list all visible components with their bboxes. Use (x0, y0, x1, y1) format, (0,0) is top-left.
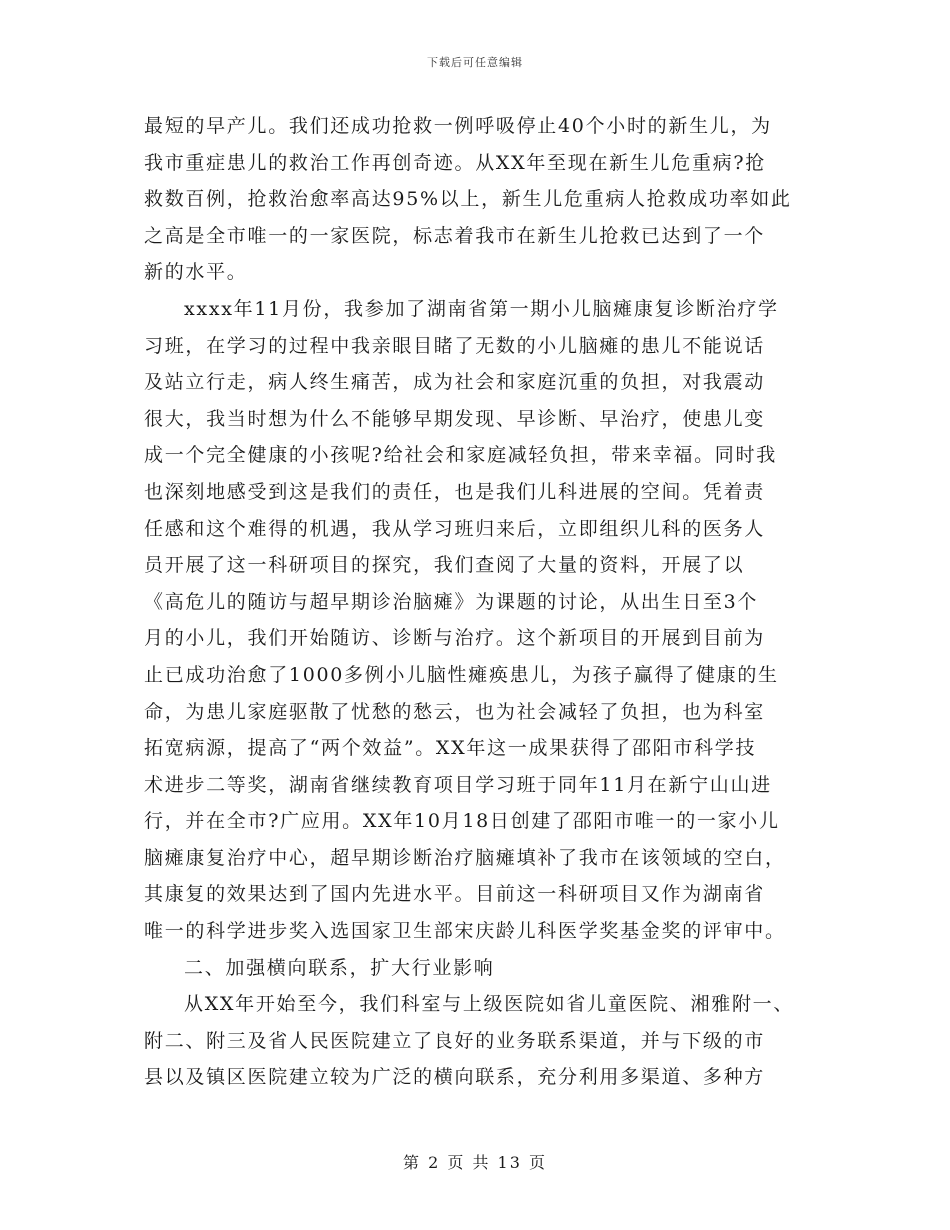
text-line: 其康复的效果达到了国内先进水平。目前这一科研项目又作为湖南省 (144, 883, 766, 906)
page-number-footer: 第 2 页 共 13 页 (403, 1153, 547, 1172)
text-line: 《高危儿的随访与超早期诊治脑瘫》为课题的讨论，从出生日至3个 (144, 590, 759, 613)
text-line: 很大，我当时想为什么不能够早期发现、早诊断、早治疗，使患儿变 (144, 407, 766, 430)
text-line: 新的水平。 (144, 261, 248, 284)
text-line: 止已成功治愈了1000多例小儿脑性瘫痪患儿，为孩子赢得了健康的生 (144, 663, 779, 686)
text-line: 术进步二等奖，湖南省继续教育项目学习班于同年11月在新宁山山进 (144, 773, 772, 796)
text-line: 员开展了这一科研项目的探究，我们查阅了大量的资料，开展了以 (144, 554, 745, 577)
paragraph-start-line: xxxx年11月份，我参加了湖南省第一期小儿脑瘫康复诊断治疗学 (184, 297, 779, 320)
document-body (144, 108, 824, 1096)
paragraph-start-line: 从XX年开始至今，我们科室与上级医院如省儿童医院、湘雅附一、 (184, 993, 795, 1016)
text-line: 附二、附三及省人民医院建立了良好的业务联系渠道，并与下级的市 (144, 1029, 766, 1052)
text-line: 我市重症患儿的救治工作再创奇迹。从XX年至现在新生儿危重病?抢 (144, 151, 766, 174)
text-line: 也深刻地感受到这是我们的责任，也是我们儿科进展的空间。凭着责 (144, 480, 766, 503)
text-line: 成一个完全健康的小孩呢?给社会和家庭减轻负担，带来幸福。同时我 (144, 444, 777, 467)
text-line: 任感和这个难得的机遇，我从学习班归来后，立即组织儿科的医务人 (144, 517, 766, 540)
text-line: 最短的早产儿。我们还成功抢救一例呼吸停止40个小时的新生儿，为 (144, 115, 772, 137)
text-line: 脑瘫康复治疗中心，超早期诊断治疗脑瘫填补了我市在该领域的空白， (144, 846, 786, 869)
text-line: 之高是全市唯一的一家医院，标志着我市在新生儿抢救已达到了一个 (144, 224, 766, 247)
header-note: 下载后可任意编辑 (427, 56, 523, 69)
text-line: 唯一的科学进步奖入选国家卫生部宋庆龄儿科医学奖基金奖的评审中。 (144, 920, 786, 943)
text-line: 县以及镇区医院建立较为广泛的横向联系，充分利用多渠道、多种方 (144, 1066, 766, 1089)
text-line: 命，为患儿家庭驱散了忧愁的愁云，也为社会减轻了负担，也为科室 (144, 700, 766, 723)
text-line: 习班，在学习的过程中我亲眼目睹了无数的小儿脑瘫的患儿不能说话 (144, 334, 766, 357)
text-line: 月的小儿，我们开始随访、诊断与治疗。这个新项目的开展到目前为 (144, 627, 766, 650)
section-heading: 二、加强横向联系，扩大行业影响 (184, 956, 495, 979)
text-line: 及站立行走，病人终生痛苦，成为社会和家庭沉重的负担，对我震动 (144, 371, 766, 394)
text-line: 救数百例，抢救治愈率高达95%以上，新生儿危重病人抢救成功率如此 (144, 188, 792, 211)
text-line: 拓宽病源，提高了“两个效益”。XX年这一成果获得了邵阳市科学技 (144, 737, 757, 760)
text-line: 行，并在全市?广应用。XX年10月18日创建了邵阳市唯一的一家小儿 (144, 810, 780, 833)
